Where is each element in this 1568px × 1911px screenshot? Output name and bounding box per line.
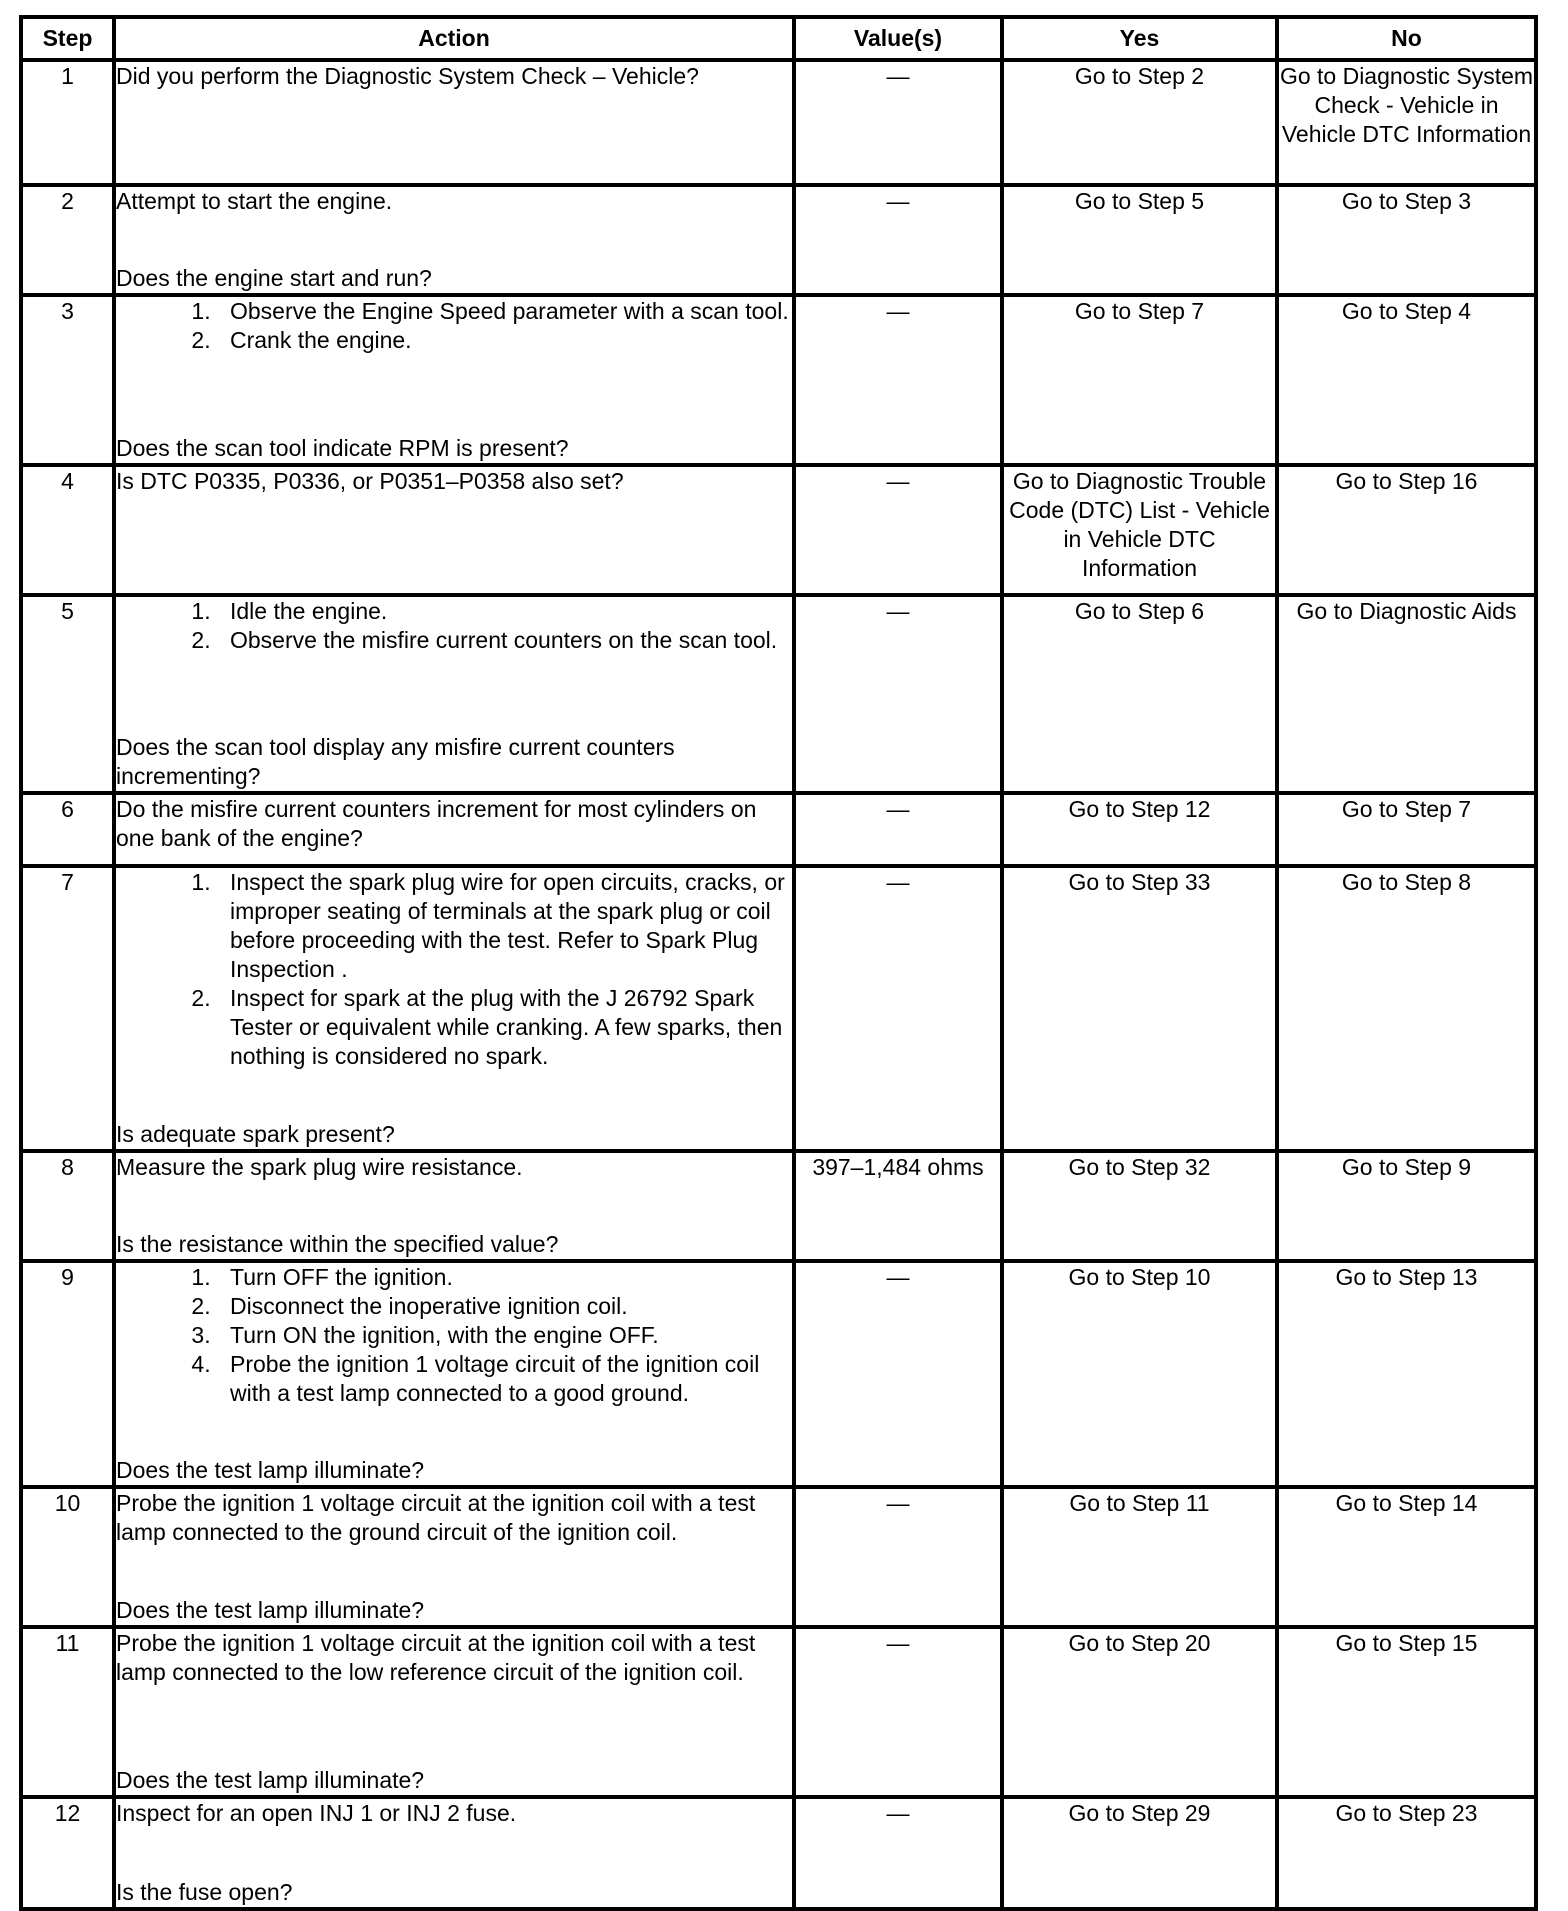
step-number: 8: [21, 1151, 114, 1261]
action-content: [116, 1489, 792, 1625]
action-content: [116, 795, 792, 864]
action-step-item: 1. Inspect the spark plug wire for open circuits, cracks, or improper seating of terminals at the spark plug or coil before proceeding with the test. Refer to Spark Plug Inspection .: [217, 868, 792, 984]
action-content: [116, 1629, 792, 1795]
action-cell: [114, 1627, 794, 1797]
action-instructions: [116, 1629, 792, 1687]
step-number: 10: [21, 1487, 114, 1627]
action-instructions: [116, 1489, 792, 1547]
no-result: Go to Step 16: [1277, 465, 1536, 595]
action-content: [116, 297, 792, 463]
yes-result: Go to Step 11: [1002, 1487, 1277, 1627]
table-row: [21, 866, 1536, 1151]
yes-result: Go to Step 20: [1002, 1627, 1277, 1797]
value-cell: —: [794, 1261, 1002, 1487]
action-step-item: 4. Probe the ignition 1 voltage circuit of the ignition coil with a test lamp connected to a good ground.: [217, 1350, 792, 1408]
action-content: [116, 467, 792, 593]
action-question: Is the resistance within the specified value?: [116, 1231, 559, 1257]
no-result: Go to Step 23: [1277, 1797, 1536, 1909]
action-instructions: [116, 1263, 792, 1408]
action-cell: [114, 1797, 794, 1909]
no-result: Go to Step 8: [1277, 866, 1536, 1151]
action-content: [116, 62, 792, 183]
action-intro: Did you perform the Diagnostic System Check – Vehicle?: [116, 63, 699, 89]
table-row: [21, 185, 1536, 295]
action-instructions: [116, 597, 792, 655]
action-step-item: 1. Idle the engine.: [217, 597, 792, 626]
action-cell: [114, 295, 794, 465]
action-cell: [114, 595, 794, 793]
table-row: [21, 60, 1536, 185]
table-row: [21, 1487, 1536, 1627]
action-step-list: [116, 1263, 792, 1408]
action-step-item: 1. Observe the Engine Speed parameter with a scan tool.: [217, 297, 792, 326]
table-row: [21, 1627, 1536, 1797]
action-content: [116, 597, 792, 791]
action-step-item: 1. Turn OFF the ignition.: [217, 1263, 792, 1292]
yes-result: Go to Step 2: [1002, 60, 1277, 185]
action-question: Does the scan tool indicate RPM is present?: [116, 435, 569, 461]
action-step-item: 2. Crank the engine.: [217, 326, 792, 355]
no-result: Go to Step 7: [1277, 793, 1536, 866]
action-step-item: 3. Turn ON the ignition, with the engine OFF.: [217, 1321, 792, 1350]
yes-result: Go to Step 12: [1002, 793, 1277, 866]
header-row: [21, 17, 1536, 60]
header-action: Action: [114, 17, 794, 60]
action-content: [116, 1263, 792, 1485]
action-instructions: [116, 467, 792, 496]
action-intro: Inspect for an open INJ 1 or INJ 2 fuse.: [116, 1800, 517, 1826]
action-content: [116, 187, 792, 293]
value-cell: —: [794, 866, 1002, 1151]
step-number: 12: [21, 1797, 114, 1909]
action-content: [116, 868, 792, 1149]
header-step: Step: [21, 17, 114, 60]
action-step-item: 2. Disconnect the inoperative ignition coil.: [217, 1292, 792, 1321]
value-cell: —: [794, 1487, 1002, 1627]
table-row: [21, 595, 1536, 793]
no-result: Go to Step 15: [1277, 1627, 1536, 1797]
action-cell: [114, 1151, 794, 1261]
action-content: [116, 1153, 792, 1259]
yes-result: Go to Step 29: [1002, 1797, 1277, 1909]
action-step-list: [116, 868, 792, 1071]
action-question: Does the test lamp illuminate?: [116, 1767, 425, 1793]
table-row: [21, 295, 1536, 465]
action-cell: [114, 1487, 794, 1627]
table-row: [21, 1151, 1536, 1261]
action-question: Does the scan tool display any misfire current counters incrementing?: [116, 734, 675, 789]
action-cell: [114, 60, 794, 185]
action-question: Does the engine start and run?: [116, 265, 432, 291]
yes-result: Go to Step 6: [1002, 595, 1277, 793]
step-number: 11: [21, 1627, 114, 1797]
yes-result: Go to Diagnostic Trouble Code (DTC) List - Vehicle in Vehicle DTC Information: [1002, 465, 1277, 595]
table-row: [21, 1797, 1536, 1909]
value-cell: —: [794, 1797, 1002, 1909]
action-intro: Is DTC P0335, P0336, or P0351–P0358 also set?: [116, 468, 624, 494]
step-number: 5: [21, 595, 114, 793]
step-number: 2: [21, 185, 114, 295]
action-instructions: [116, 1799, 792, 1828]
value-cell: —: [794, 1627, 1002, 1797]
action-cell: [114, 866, 794, 1151]
no-result: Go to Diagnostic Aids: [1277, 595, 1536, 793]
value-cell: —: [794, 295, 1002, 465]
action-question: Is the fuse open?: [116, 1879, 293, 1905]
yes-result: Go to Step 5: [1002, 185, 1277, 295]
step-number: 1: [21, 60, 114, 185]
action-question: Does the test lamp illuminate?: [116, 1457, 425, 1483]
step-number: 3: [21, 295, 114, 465]
no-result: Go to Step 3: [1277, 185, 1536, 295]
action-instructions: [116, 868, 792, 1071]
yes-result: Go to Step 10: [1002, 1261, 1277, 1487]
action-instructions: [116, 62, 792, 91]
action-question: Is adequate spark present?: [116, 1121, 395, 1147]
value-cell: —: [794, 465, 1002, 595]
value-cell: —: [794, 793, 1002, 866]
no-result: Go to Step 14: [1277, 1487, 1536, 1627]
header-values: Value(s): [794, 17, 1002, 60]
action-step-list: [116, 597, 792, 655]
yes-result: Go to Step 7: [1002, 295, 1277, 465]
no-result: Go to Diagnostic System Check - Vehicle in Vehicle DTC Information: [1277, 60, 1536, 185]
step-number: 7: [21, 866, 114, 1151]
action-cell: [114, 1261, 794, 1487]
table-row: [21, 465, 1536, 595]
yes-result: Go to Step 33: [1002, 866, 1277, 1151]
action-intro: Attempt to start the engine.: [116, 188, 393, 214]
action-instructions: [116, 795, 792, 853]
step-number: 9: [21, 1261, 114, 1487]
diagnostic-table: [19, 15, 1538, 1911]
no-result: Go to Step 9: [1277, 1151, 1536, 1261]
action-intro: Probe the ignition 1 voltage circuit at the ignition coil with a test lamp connected to the ground circuit of the ignition coil.: [116, 1490, 756, 1545]
header-yes: Yes: [1002, 17, 1277, 60]
header-no: No: [1277, 17, 1536, 60]
action-step-item: 2. Observe the misfire current counters on the scan tool.: [217, 626, 792, 655]
value-cell: —: [794, 60, 1002, 185]
table-row: [21, 793, 1536, 866]
step-number: 4: [21, 465, 114, 595]
action-step-list: [116, 297, 792, 355]
no-result: Go to Step 4: [1277, 295, 1536, 465]
action-cell: [114, 465, 794, 595]
value-cell: —: [794, 595, 1002, 793]
value-cell: 397–1,484 ohms: [794, 1151, 1002, 1261]
table-row: [21, 1261, 1536, 1487]
value-cell: —: [794, 185, 1002, 295]
action-intro: Do the misfire current counters increment for most cylinders on one bank of the engine?: [116, 796, 757, 851]
action-instructions: [116, 187, 792, 216]
step-number: 6: [21, 793, 114, 866]
action-question: Does the test lamp illuminate?: [116, 1597, 425, 1623]
action-step-item: 2. Inspect for spark at the plug with the J 26792 Spark Tester or equivalent while cranking. A few sparks, then nothing is considered no spark.: [217, 984, 792, 1071]
action-intro: Probe the ignition 1 voltage circuit at the ignition coil with a test lamp connected to the low reference circuit of the ignition coil.: [116, 1630, 756, 1685]
action-intro: Measure the spark plug wire resistance.: [116, 1154, 523, 1180]
yes-result: Go to Step 32: [1002, 1151, 1277, 1261]
action-instructions: [116, 297, 792, 355]
action-content: [116, 1799, 792, 1907]
action-cell: [114, 793, 794, 866]
no-result: Go to Step 13: [1277, 1261, 1536, 1487]
action-cell: [114, 185, 794, 295]
action-instructions: [116, 1153, 792, 1182]
